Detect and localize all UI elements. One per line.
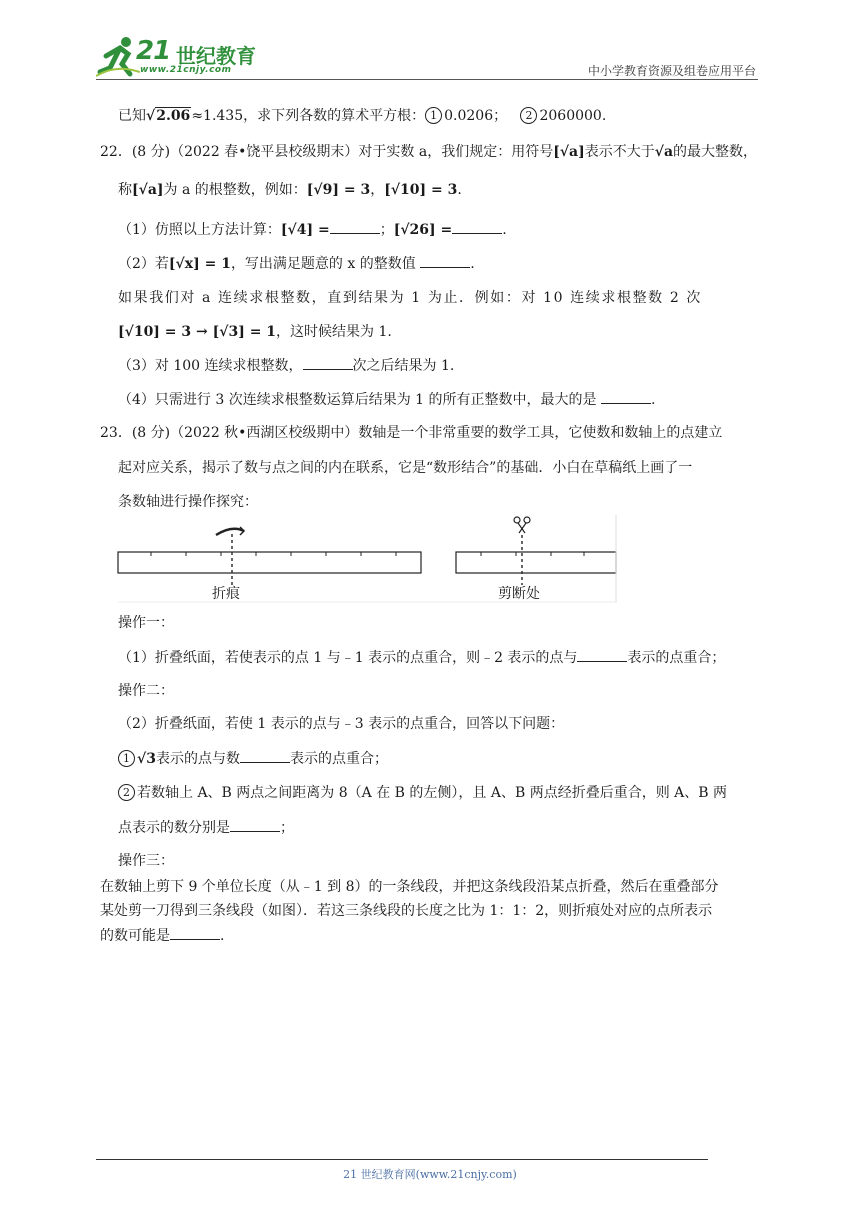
answer-blank[interactable] — [170, 925, 220, 940]
op2-part-b-cont: 点表示的数分别是 ； — [118, 817, 294, 838]
number-line-figure-svg — [116, 513, 620, 603]
cut-mark-label: 剪断处 — [498, 586, 540, 602]
q22-line2: 称[√a]为 a 的根整数，例如：[√9] = 3，[√10] = 3. — [118, 182, 462, 198]
q21-line: 已知√2.06≈1.435，求下列各数的算术平方根： 1 0.0206； 2 2060000. — [118, 108, 607, 124]
scissors-icon — [514, 517, 530, 533]
op3-line3: 的数可能是 . — [100, 925, 224, 946]
q22-line6: [√10] = 3 → [√3] = 1，这时候结果为 1. — [118, 324, 392, 340]
q22-line1: 22．(8 分)（2022 春•饶平县校级期末）对于实数 a，我们规定：用符号[√a]表示不大于√a的最大整数， — [100, 144, 758, 160]
op2-part-a: 1 √3表示的点与数 表示的点重合； — [118, 748, 388, 769]
op3-heading: 操作三： — [118, 853, 174, 869]
q23-line3: 条数轴进行操作探究： — [118, 494, 258, 510]
q23-line2: 起对应关系，揭示了数与点之间的内在联系，它是“数形结合”的基础．小白在草稿纸上画了一 — [118, 460, 693, 476]
platform-label: 中小学教育资源及组卷应用平台 — [587, 64, 756, 78]
op2-heading: 操作二： — [118, 683, 174, 699]
answer-blank[interactable] — [420, 253, 470, 268]
op2-part-b: 2 若数轴上 A、B 两点之间距离为 8（A 在 B 的左侧），且 A、B 两点经折叠后重合，则 A、B 两 — [118, 783, 727, 803]
circled-number: 1 — [118, 750, 135, 767]
sqrt-expression: √2.06 — [146, 108, 191, 124]
footer-text: 21 世纪教育网(www.21cnjy.com) — [343, 1168, 517, 1181]
circled-number: 2 — [520, 107, 537, 124]
op3-line2: 某处剪一刀得到三条线段（如图）．若这三条线段的长度之比为 1：1：2，则折痕处对应的点所表示 — [100, 903, 713, 919]
q22-part3: （3）对 100 连续求根整数， 次之后结果为 1. — [118, 355, 454, 376]
op1-heading: 操作一： — [118, 615, 174, 631]
circled-number: 1 — [425, 107, 442, 124]
q22-line5: 如果我们对 a 连续求根整数，直到结果为 1 为止．例如：对 10 连续求根整数 2 次 — [118, 290, 702, 306]
logo-url: www.21cnjy.com — [140, 65, 232, 75]
answer-blank[interactable] — [303, 355, 353, 370]
footer-divider — [96, 1159, 708, 1160]
answer-blank[interactable] — [601, 389, 651, 404]
q23-line1: 23．(8 分)（2022 秋•西湖区校级期中）数轴是一个非常重要的数学工具，它使数和数轴上的点建立 — [100, 425, 723, 441]
q22-part4: （4）只需进行 3 次连续求根整数运算后结果为 1 的所有正整数中，最大的是 . — [118, 389, 655, 410]
answer-blank[interactable] — [240, 748, 290, 763]
answer-blank[interactable] — [577, 647, 627, 662]
op1-question: （1）折叠纸面，若使表示的点 1 与﹣1 表示的点重合，则﹣2 表示的点与 表示的点重合； — [118, 647, 725, 668]
runner-logo-icon — [96, 34, 140, 78]
fold-mark-label: 折痕 — [212, 586, 240, 602]
answer-blank[interactable] — [230, 817, 280, 832]
number-line-figure — [116, 513, 620, 603]
answer-blank[interactable] — [330, 219, 380, 234]
circled-number: 2 — [118, 784, 135, 801]
answer-blank[interactable] — [452, 219, 502, 234]
op2-question: （2）折叠纸面，若使 1 表示的点与﹣3 表示的点重合，回答以下问题： — [118, 716, 565, 732]
q22-part2: （2）若[√x] = 1，写出满足题意的 x 的整数值 . — [118, 253, 475, 274]
site-logo — [96, 34, 256, 78]
header-divider — [96, 79, 758, 80]
q22-part1: （1）仿照以上方法计算：[√4] = ；[√26] = . — [118, 219, 507, 240]
logo-number: 21 — [136, 36, 171, 66]
op3-line1: 在数轴上剪下 9 个单位长度（从﹣1 到 8）的一条线段，并把这条线段沿某点折叠，然后在重叠部分 — [100, 879, 719, 895]
logo-title: 世纪教育 — [176, 44, 256, 68]
